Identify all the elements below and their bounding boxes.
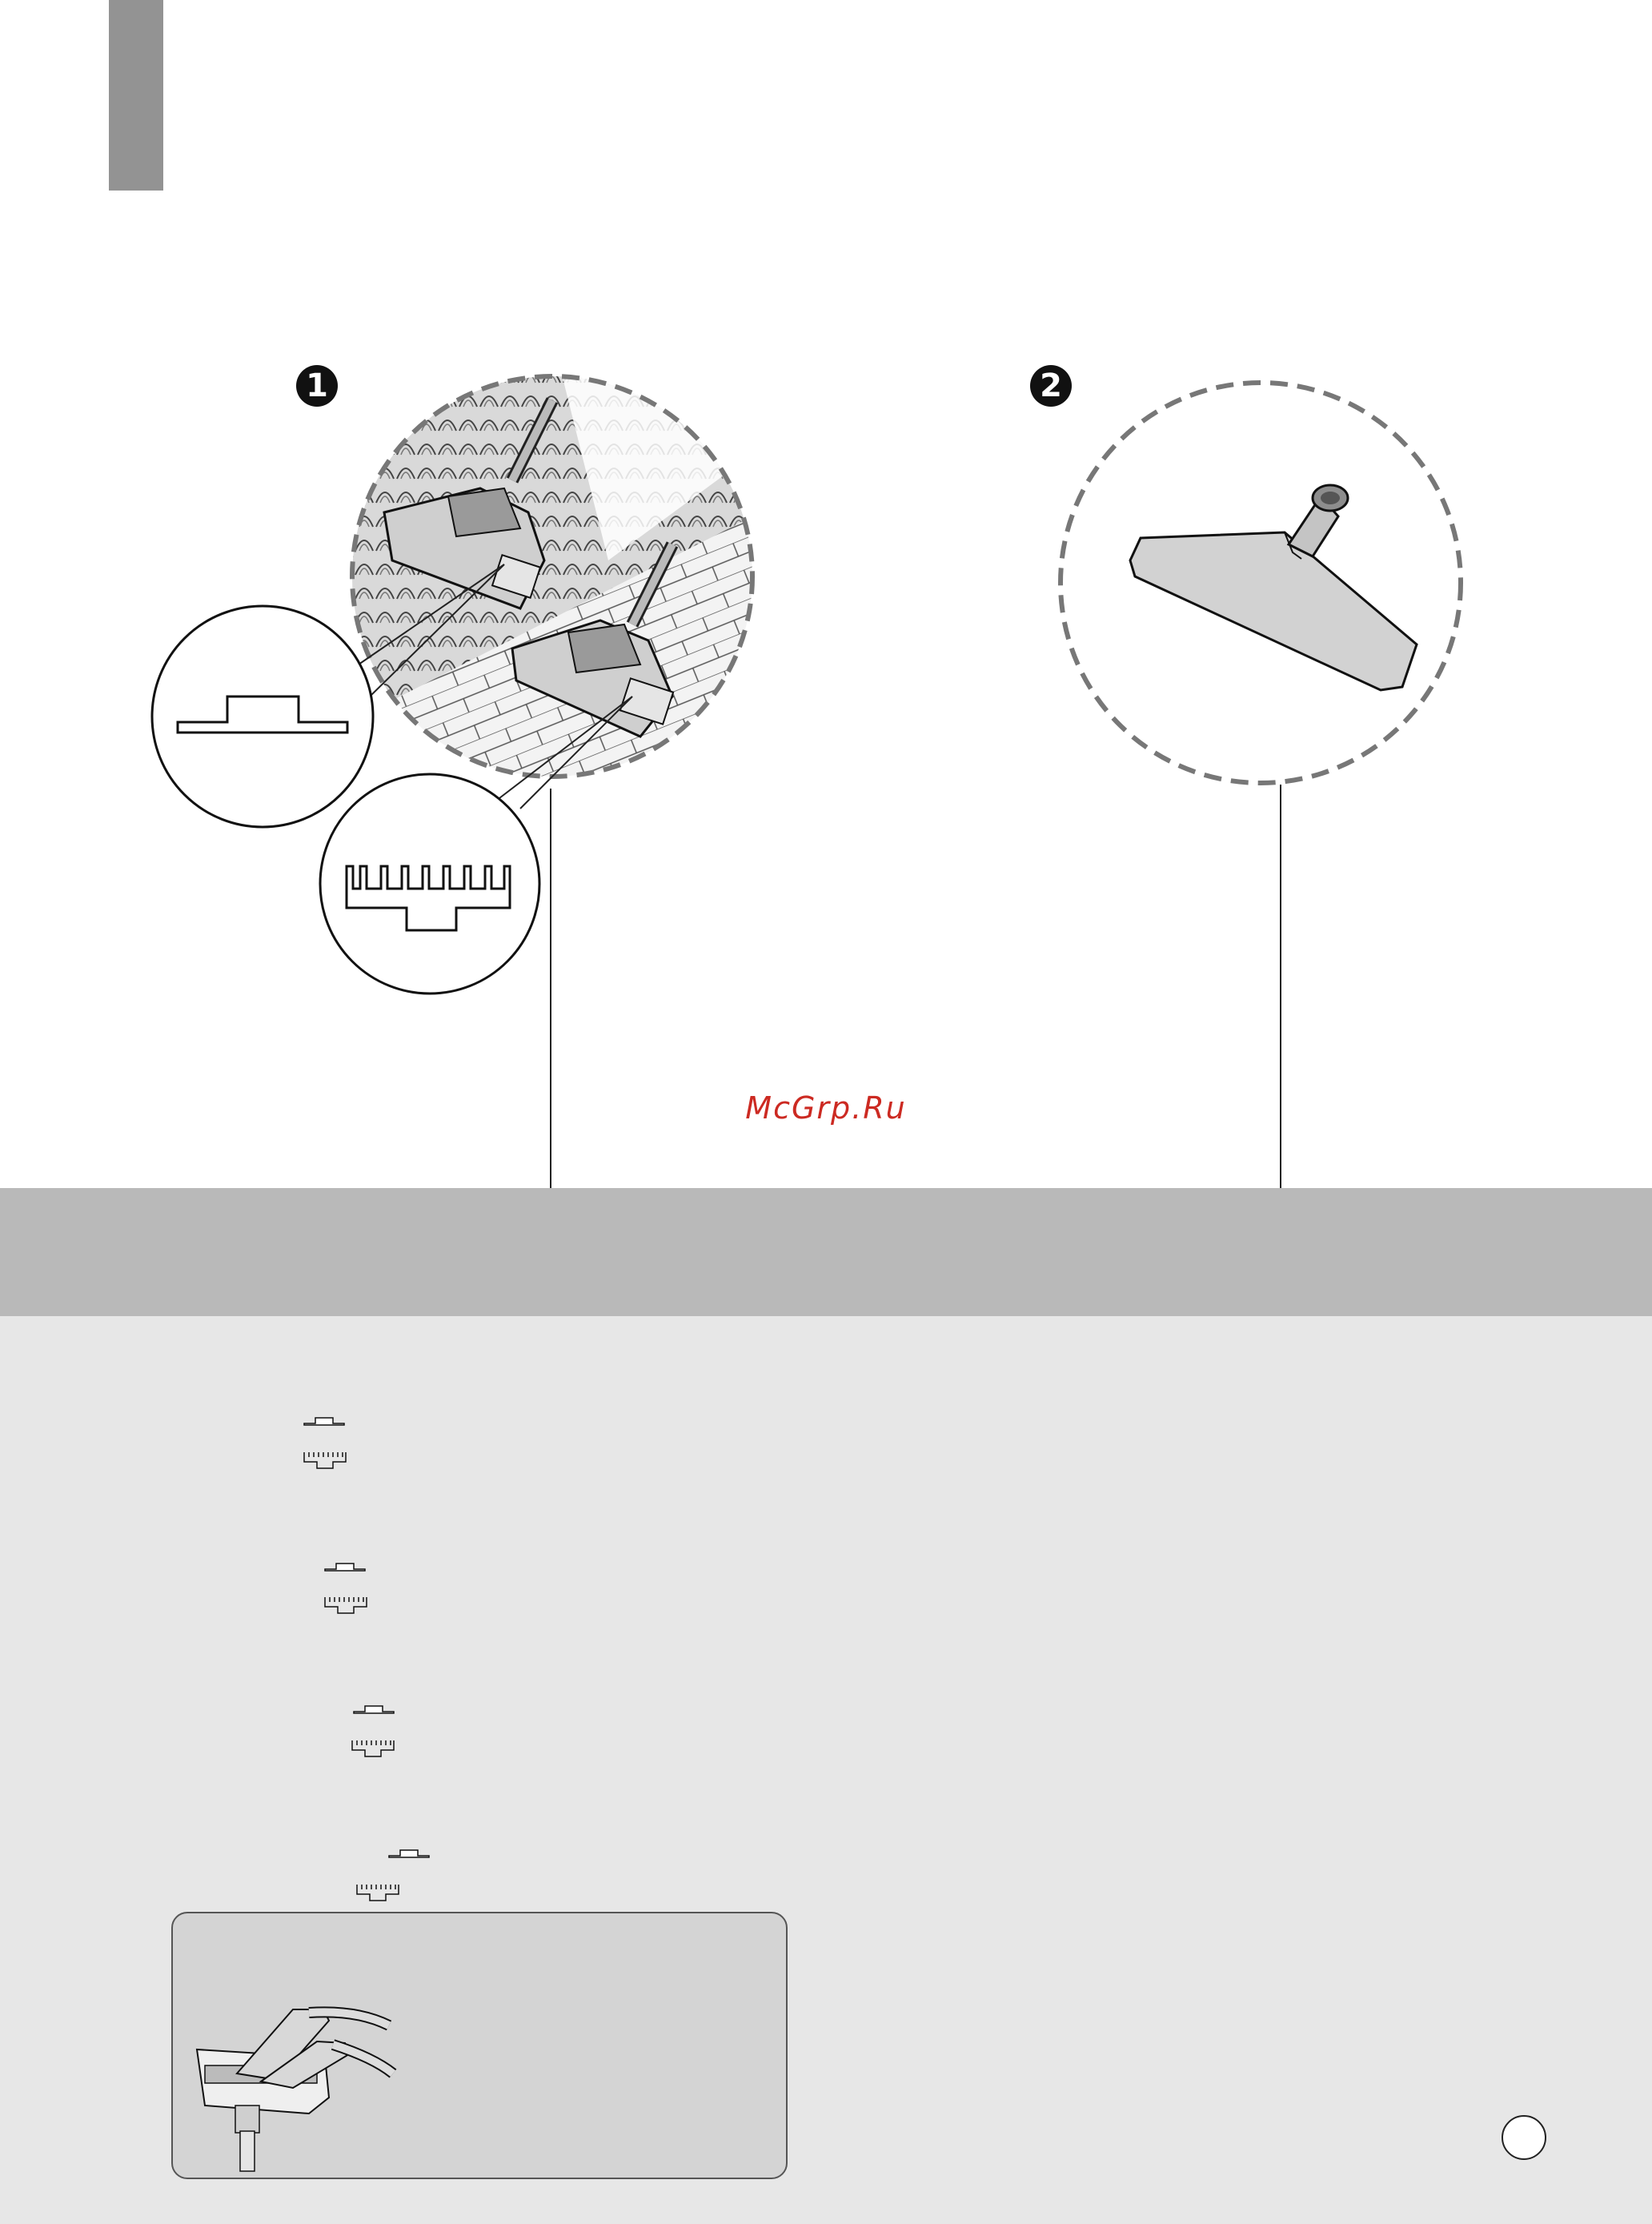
flat-position-icon bbox=[323, 1561, 367, 1572]
page-number-circle bbox=[1502, 2115, 1546, 2160]
flat-position-icon bbox=[352, 1704, 395, 1715]
parking-position-illustration bbox=[189, 1993, 429, 2178]
step-2-number: 2 bbox=[1030, 365, 1072, 407]
brush-lever-inset bbox=[320, 774, 539, 994]
note-box bbox=[171, 1912, 788, 2179]
brush-position-icon bbox=[351, 1739, 395, 1760]
step-1-number: 1 bbox=[296, 365, 338, 407]
watermark: McGrp.Ru bbox=[745, 1090, 907, 1126]
header-band bbox=[0, 1188, 1652, 1316]
brush-position-icon bbox=[323, 1596, 368, 1616]
flat-position-icon bbox=[387, 1848, 431, 1859]
parquet-nozzle-scene bbox=[1061, 383, 1461, 783]
flat-position-icon bbox=[303, 1415, 346, 1427]
brush-position-icon bbox=[355, 1883, 400, 1904]
brush-position-icon bbox=[303, 1451, 347, 1471]
carpet-floor-scene bbox=[344, 368, 760, 785]
flat-lever-inset bbox=[152, 606, 373, 827]
